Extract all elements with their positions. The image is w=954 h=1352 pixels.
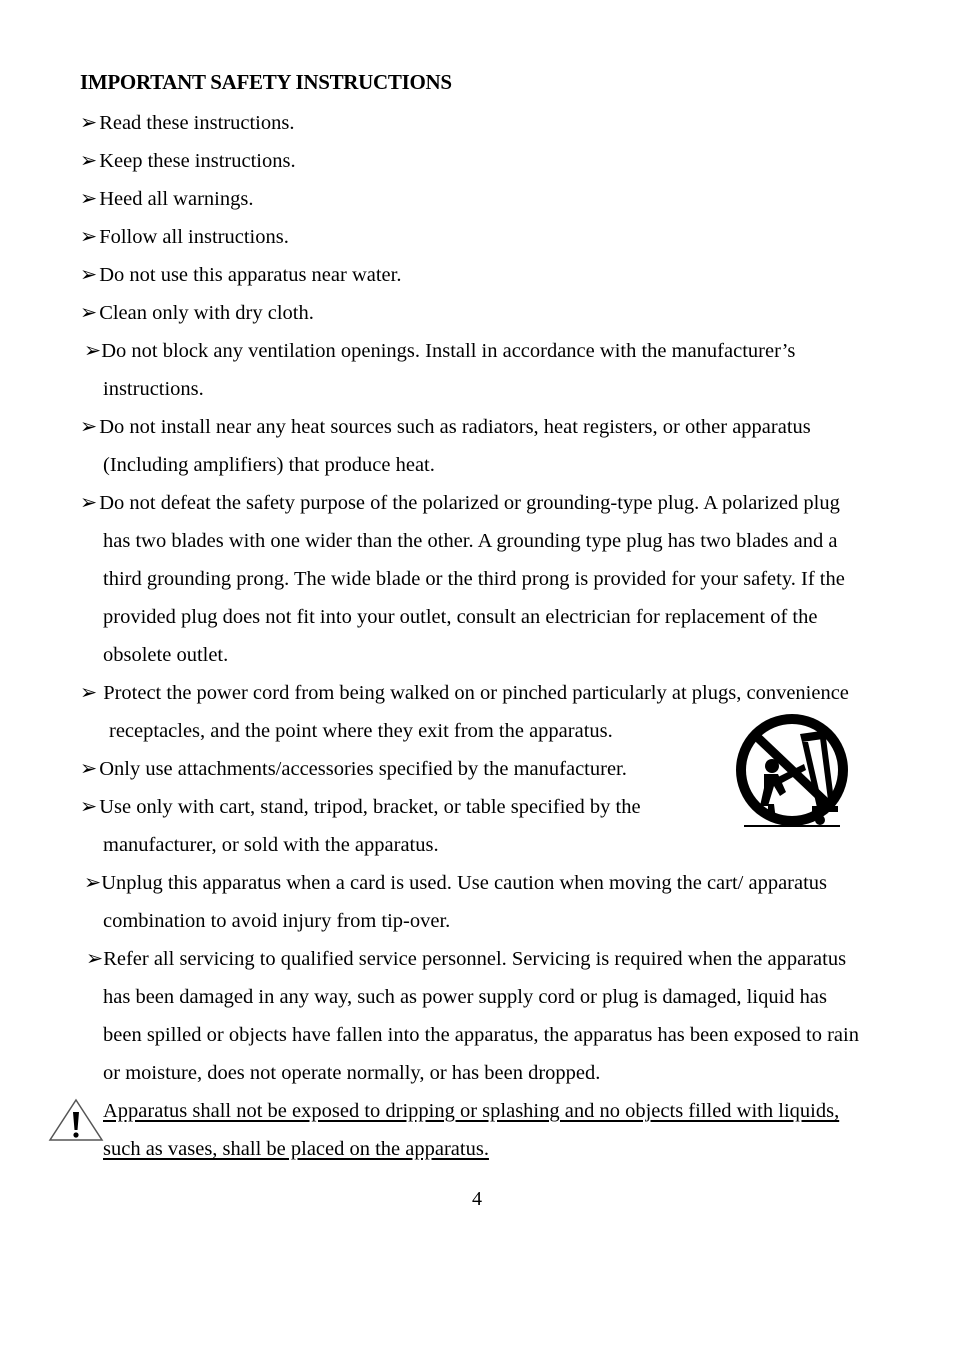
instruction-continuation: obsolete outlet. <box>103 644 229 666</box>
instruction-continuation: provided plug does not fit into your outlet, consult an electrician for replacement of the <box>103 606 818 628</box>
instruction-text: Do not use this apparatus near water. <box>99 264 402 286</box>
instruction-continuation: instructions. <box>103 378 204 400</box>
instruction-item <box>80 110 294 136</box>
arrow-bullet-icon: ➢ <box>86 948 104 970</box>
arrow-bullet-icon: ➢ <box>80 796 98 818</box>
instruction-item <box>80 300 314 326</box>
arrow-bullet-icon: ➢ <box>80 188 98 210</box>
instruction-continuation: (Including amplifiers) that produce heat. <box>103 454 435 476</box>
instruction-text: Use only with cart, stand, tripod, bracket, or table specified by the <box>99 796 641 818</box>
instruction-item <box>80 224 289 250</box>
instruction-continuation: has been damaged in any way, such as power supply cord or plug is damaged, liquid has <box>103 986 827 1008</box>
instruction-continuation: has two blades with one wider than the other. A grounding type plug has two blades and a <box>103 530 838 552</box>
caution-triangle-icon <box>48 1098 104 1142</box>
instruction-continuation: combination to avoid injury from tip-over. <box>103 910 451 932</box>
arrow-bullet-icon: ➢ <box>80 226 98 248</box>
arrow-bullet-icon: ➢ <box>80 492 98 514</box>
instruction-continuation: been spilled or objects have fallen into the apparatus, the apparatus has been exposed to rain <box>103 1024 859 1046</box>
instruction-text: Heed all warnings. <box>99 188 254 210</box>
instruction-item <box>80 794 641 820</box>
instruction-item <box>80 148 296 174</box>
instruction-item <box>86 946 846 972</box>
instruction-item <box>80 262 401 288</box>
arrow-bullet-icon: ➢ <box>84 340 102 362</box>
instruction-text: Do not block any ventilation openings. Install in accordance with the manufacturer’s <box>101 340 796 362</box>
warning-text: such as vases, shall be placed on the apparatus. <box>103 1138 489 1160</box>
arrow-bullet-icon: ➢ <box>80 302 98 324</box>
instruction-item <box>80 680 849 706</box>
instruction-text: Only use attachments/accessories specified by the manufacturer. <box>99 758 627 780</box>
instruction-text: Do not install near any heat sources such as radiators, heat registers, or other apparatus <box>99 416 811 438</box>
instruction-continuation: third grounding prong. The wide blade or the third prong is provided for your safety. If the <box>103 568 845 590</box>
instruction-text: Keep these instructions. <box>99 150 296 172</box>
instruction-continuation: manufacturer, or sold with the apparatus. <box>103 834 439 856</box>
arrow-bullet-icon: ➢ <box>80 758 98 780</box>
no-cart-tip-over-icon <box>728 708 860 832</box>
arrow-bullet-icon: ➢ <box>80 112 98 134</box>
instruction-text: Unplug this apparatus when a card is used. Use caution when moving the cart/ apparatus <box>101 872 828 894</box>
arrow-bullet-icon: ➢ <box>80 682 98 704</box>
arrow-bullet-icon: ➢ <box>80 150 98 172</box>
page-number: 4 <box>472 1188 482 1210</box>
instruction-continuation: receptacles, and the point where they exit from the apparatus. <box>109 720 613 742</box>
instruction-text: Follow all instructions. <box>99 226 289 248</box>
warning-text: Apparatus shall not be exposed to dripping or splashing and no objects filled with liquids, <box>103 1100 840 1122</box>
instruction-item <box>80 414 811 440</box>
instruction-item <box>84 870 827 896</box>
instruction-item <box>80 756 627 782</box>
page-title: IMPORTANT SAFETY INSTRUCTIONS <box>80 70 452 94</box>
instruction-continuation: or moisture, does not operate normally, or has been dropped. <box>103 1062 601 1084</box>
instruction-text: Protect the power cord from being walked on or pinched particularly at plugs, convenience <box>103 682 849 704</box>
instruction-item <box>80 186 253 212</box>
instruction-item <box>84 338 795 364</box>
arrow-bullet-icon: ➢ <box>80 264 98 286</box>
arrow-bullet-icon: ➢ <box>84 872 102 894</box>
instruction-text: Clean only with dry cloth. <box>99 302 314 324</box>
instruction-text: Refer all servicing to qualified service personnel. Servicing is required when the apparatus <box>103 948 847 970</box>
instruction-item <box>80 490 840 516</box>
instruction-text: Read these instructions. <box>99 112 295 134</box>
instruction-text: Do not defeat the safety purpose of the polarized or grounding-type plug. A polarized plug <box>99 492 840 514</box>
arrow-bullet-icon: ➢ <box>80 416 98 438</box>
